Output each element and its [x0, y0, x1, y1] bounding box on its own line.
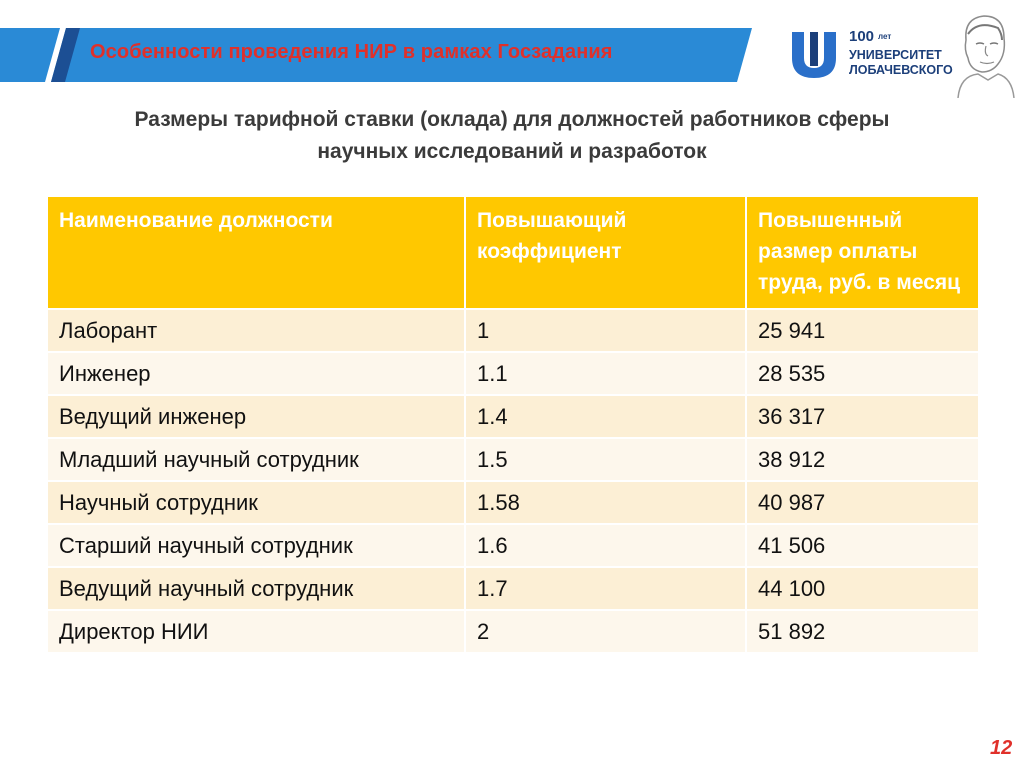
- page-title: Особенности проведения НИР в рамках Госзадания: [90, 41, 613, 63]
- logo-suffix: лет: [878, 32, 892, 41]
- cell-coefficient: 1: [465, 309, 746, 352]
- cell-position: Директор НИИ: [47, 610, 465, 653]
- cell-position: Лаборант: [47, 309, 465, 352]
- table-row: [47, 610, 979, 653]
- cell-position: Ведущий научный сотрудник: [47, 567, 465, 610]
- portrait-icon: [948, 10, 1016, 98]
- page-number: 12: [990, 737, 1013, 759]
- salary-table: [46, 195, 980, 654]
- title-banner: [0, 28, 752, 82]
- column-header-position: Наименование должности: [47, 196, 465, 309]
- table-row: [47, 524, 979, 567]
- cell-salary: 36 317: [746, 395, 979, 438]
- logo-line-1: УНИВЕРСИТЕТ: [849, 48, 942, 62]
- table-row: [47, 438, 979, 481]
- column-header-salary: Повышенный размер оплаты труда, руб. в месяц: [746, 196, 979, 309]
- cell-salary: 51 892: [746, 610, 979, 653]
- caption-line-2: научных исследований и разработок: [317, 140, 707, 163]
- university-u-icon: [788, 28, 840, 80]
- cell-salary: 40 987: [746, 481, 979, 524]
- cell-position: Старший научный сотрудник: [47, 524, 465, 567]
- cell-salary: 28 535: [746, 352, 979, 395]
- column-header-coefficient: Повышающий коэффициент: [465, 196, 746, 309]
- cell-position: Научный сотрудник: [47, 481, 465, 524]
- logo-line-2: ЛОБАЧЕВСКОГО: [849, 63, 953, 77]
- cell-position: Ведущий инженер: [47, 395, 465, 438]
- cell-salary: 25 941: [746, 309, 979, 352]
- table-row: [47, 309, 979, 352]
- logo-number: 100: [849, 28, 875, 45]
- cell-coefficient: 2: [465, 610, 746, 653]
- cell-salary: 38 912: [746, 438, 979, 481]
- cell-coefficient: 1.4: [465, 395, 746, 438]
- cell-coefficient: 1.7: [465, 567, 746, 610]
- cell-position: Младший научный сотрудник: [47, 438, 465, 481]
- table-row: [47, 352, 979, 395]
- caption-line-1: Размеры тарифной ставки (оклада) для должностей работников сферы: [134, 108, 890, 131]
- cell-coefficient: 1.1: [465, 352, 746, 395]
- table-caption: [60, 104, 964, 168]
- cell-coefficient: 1.5: [465, 438, 746, 481]
- table-row: [47, 567, 979, 610]
- cell-salary: 44 100: [746, 567, 979, 610]
- cell-coefficient: 1.6: [465, 524, 746, 567]
- cell-salary: 41 506: [746, 524, 979, 567]
- cell-coefficient: 1.58: [465, 481, 746, 524]
- cell-position: Инженер: [47, 352, 465, 395]
- university-logo: [788, 10, 1018, 98]
- table-row: [47, 481, 979, 524]
- table-row: [47, 395, 979, 438]
- table-header-row: [47, 196, 979, 309]
